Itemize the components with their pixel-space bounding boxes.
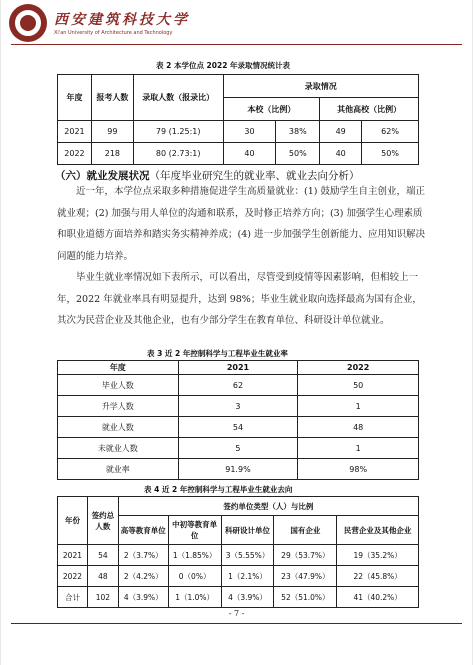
page-number: - 7 -	[228, 609, 245, 618]
table-cell: 2022	[58, 566, 88, 587]
header-divider	[11, 44, 462, 45]
table2-header-year: 年度	[58, 75, 92, 121]
table-cell: 38%	[276, 121, 320, 143]
table-cell: 1（1.0%）	[168, 587, 221, 608]
table-cell: 48	[298, 417, 419, 438]
table3-caption: 表 3 近 2 年控制科学与工程毕业生就业率	[147, 349, 288, 358]
table4-header-mid: 中初等教育单位	[168, 516, 221, 545]
table4-header-edu: 高等教育单位	[118, 516, 168, 545]
table-cell: 22（45.8%）	[337, 566, 419, 587]
table-cell: 40	[223, 143, 276, 165]
table4-header-group: 签约单位类型（人）与比例	[118, 497, 418, 516]
table-cell: 41（40.2%）	[337, 587, 419, 608]
table-cell: 2021	[58, 121, 92, 143]
table-cell: 升学人数	[58, 396, 179, 417]
table2-header-admitted: 录取人数（报录比）	[133, 75, 223, 121]
table-row	[58, 587, 419, 608]
table-cell: 50%	[276, 143, 320, 165]
table-cell: 23（47.9%）	[274, 566, 337, 587]
table-cell: 0（0%）	[168, 566, 221, 587]
table-cell: 52（51.0%）	[274, 587, 337, 608]
footer-divider	[11, 623, 462, 624]
table3-header-2021: 2021	[178, 361, 298, 375]
table-cell: 62	[178, 375, 298, 396]
document-page	[1, 0, 472, 665]
table-cell: 1（1.85%）	[168, 545, 221, 566]
paragraph-employment	[57, 267, 427, 332]
table-cell: 218	[91, 143, 133, 165]
table-cell: 2（4.2%）	[118, 566, 168, 587]
paragraph-text: 毕业生就业率情况如下表所示，可以看出，尽管受到疫情等因素影响，但相较上一年，2022 年就业率具有明显提升，达到 98%；毕业生就业取向选择最高为国有企业，其次为民营企业及其他企业，也有少部分学生在教育单位、科研设计单位就业。	[57, 272, 422, 326]
table-cell: 2（3.7%）	[118, 545, 168, 566]
table-cell: 2021	[58, 545, 88, 566]
table-cell: 19（35.2%）	[337, 545, 419, 566]
table-cell: 30	[223, 121, 276, 143]
page-header	[1, 0, 472, 47]
table-cell: 50%	[362, 143, 419, 165]
table-row	[58, 438, 419, 459]
table-cell: 49	[320, 121, 362, 143]
table-cell: 40	[320, 143, 362, 165]
table3-header-2022: 2022	[298, 361, 419, 375]
table-cell: 1	[298, 438, 419, 459]
table-cell: 4（3.9%）	[221, 587, 274, 608]
table-cell: 1（2.1%）	[221, 566, 274, 587]
table-row	[58, 396, 419, 417]
table-cell: 50	[298, 375, 419, 396]
table-cell: 29（53.7%）	[274, 545, 337, 566]
table-cell: 1	[298, 396, 419, 417]
table2-header-other: 其他高校（比例）	[320, 98, 419, 121]
table-cell: 3	[178, 396, 298, 417]
table2-header-applicants: 报考人数	[91, 75, 133, 121]
section-subtitle: （年度毕业研究生的就业率、就业去向分析）	[149, 170, 360, 182]
table-cell: 3（5.55%）	[221, 545, 274, 566]
table3-employment-rate	[57, 360, 419, 480]
table-cell: 54	[178, 417, 298, 438]
table-row	[58, 375, 419, 396]
table-row	[58, 121, 419, 143]
university-name-cn: 西安建筑科技大学	[54, 12, 190, 28]
table-cell: 毕业人数	[58, 375, 179, 396]
table-cell: 4（3.9%）	[118, 587, 168, 608]
table3-header-year: 年度	[58, 361, 179, 375]
table-cell: 62%	[362, 121, 419, 143]
table4-employment-destinations	[57, 496, 419, 608]
table-cell: 未就业人数	[58, 438, 179, 459]
table4-header-research: 科研设计单位	[221, 516, 274, 545]
table-cell: 2022	[58, 143, 92, 165]
table2-header-group: 录取情况	[223, 75, 418, 98]
table2-admissions	[57, 74, 419, 165]
table4-header-private: 民营企业及其他企业	[337, 516, 419, 545]
table4-header-year: 年份	[58, 497, 88, 545]
table-row	[58, 545, 419, 566]
table-row	[58, 566, 419, 587]
table-row	[58, 417, 419, 438]
table-cell: 48	[87, 566, 118, 587]
paragraph-text: 近一年，本学位点采取多种措施促进学生高质量就业：(1) 鼓励学生自主创业，端正就业观；(2) 加强与用人单位的沟通和联系，及时修正培养方向；(3) 加强学生心理素质和职业道德方面培养和踏实务实精神养成；(4) 进一步加强学生创新能力、应用知识解决问题的能力培养。	[57, 186, 425, 262]
table-cell: 91.9%	[178, 459, 298, 480]
table-cell: 5	[178, 438, 298, 459]
table-row	[58, 459, 419, 480]
table2-caption: 表 2 本学位点 2022 年录取情况统计表	[156, 61, 291, 70]
table2-header-own: 本校（比例）	[223, 98, 320, 121]
table4-header-state: 国有企业	[274, 516, 337, 545]
table4-header-total: 签约总人数	[87, 497, 118, 545]
table-cell: 合计	[58, 587, 88, 608]
section-title: （六）就业发展状况	[55, 170, 150, 182]
table-cell: 79 (1.25:1)	[133, 121, 223, 143]
table-row	[58, 143, 419, 165]
table-cell: 102	[87, 587, 118, 608]
table4-caption: 表 4 近 2 年控制科学与工程毕业生就业去向	[144, 485, 293, 494]
table-cell: 98%	[298, 459, 419, 480]
university-seal-icon	[9, 4, 47, 42]
university-name-en: Xi'an University of Architecture and Technology	[54, 30, 173, 36]
table-cell: 99	[91, 121, 133, 143]
table-cell: 就业率	[58, 459, 179, 480]
table-cell: 54	[87, 545, 118, 566]
table-cell: 80 (2.73:1)	[133, 143, 223, 165]
paragraph-measures	[57, 181, 427, 267]
table-cell: 就业人数	[58, 417, 179, 438]
